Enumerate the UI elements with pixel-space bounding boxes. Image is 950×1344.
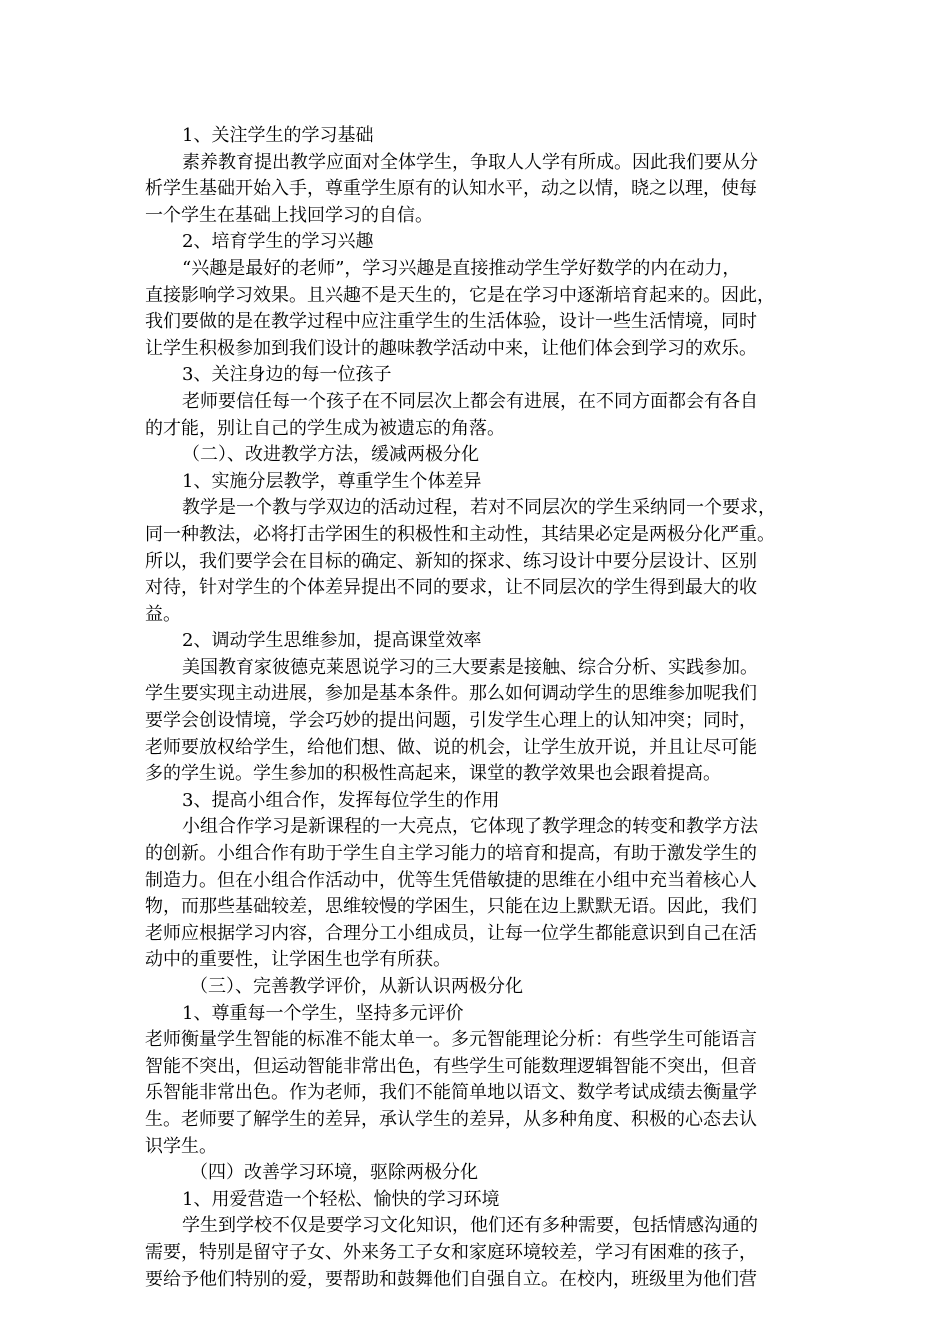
text-line: 小组合作学习是新课程的一大亮点，它体现了教学理念的转变和教学方法 <box>182 816 758 838</box>
text-line: 一个学生在基础上找回学习的自信。 <box>145 204 433 226</box>
text-line: 识学生。 <box>145 1135 217 1157</box>
text-line: 生。老师要了解学生的差异，承认学生的差异，从多种角度、积极的心态去认 <box>145 1108 757 1130</box>
text-line: 直接影响学习效果。且兴趣不是天生的，它是在学习中逐渐培育起来的。因此， <box>145 284 775 306</box>
text-line: 学生到学校不仅是要学习文化知识，他们还有多种需要，包括情感沟通的 <box>182 1215 758 1237</box>
text-line: 同一种教法，必将打击学困生的积极性和主动性，其结果必定是两极分化严重。 <box>145 523 775 545</box>
text-line: 2、调动学生思维参加，提高课堂效率 <box>182 630 482 652</box>
text-line: 老师要放权给学生，给他们想、做、说的机会，让学生放开说，并且让尽可能 <box>145 736 757 758</box>
text-line: 所以，我们要学会在目标的确定、新知的探求、练习设计中要分层设计、区别 <box>145 550 757 572</box>
text-line: 1、实施分层教学，尊重学生个体差异 <box>182 470 482 492</box>
text-line: 老师衡量学生智能的标准不能太单一。多元智能理论分析：有些学生可能语言 <box>145 1029 757 1051</box>
text-line: 智能不突出，但运动智能非常出色，有些学生可能数理逻辑智能不突出，但音 <box>145 1055 757 1077</box>
text-line: 对待，针对学生的个体差异提出不同的要求，让不同层次的学生得到最大的收 <box>145 577 757 599</box>
text-line: 乐智能非常出色。作为老师，我们不能简单地以语文、数学考试成绩去衡量学 <box>145 1082 757 1104</box>
text-line: （四）改善学习环境，驱除两极分化 <box>190 1162 478 1184</box>
text-line: 要给予他们特别的爱，要帮助和鼓舞他们自强自立。在校内，班级里为他们营 <box>145 1268 757 1290</box>
text-line: 3、提高小组合作，发挥每位学生的作用 <box>182 789 500 811</box>
text-line: 3、关注身边的每一位孩子 <box>182 364 392 386</box>
text-line: （三）、完善教学评价，从新认识两极分化 <box>190 976 523 997</box>
text-line: 老师要信任每一个孩子在不同层次上都会有进展，在不同方面都会有各自 <box>182 390 758 412</box>
text-line: 要学会创设情境，学会巧妙的提出问题，引发学生心理上的认知冲突；同时， <box>145 710 757 732</box>
text-line: 的创新。小组合作有助于学生自主学习能力的培育和提高，有助于激发学生的 <box>145 843 757 865</box>
text-line: 1、尊重每一个学生，坚持多元评价 <box>182 1002 464 1024</box>
text-line: 学生要实现主动进展，参加是基本条件。那么如何调动学生的思维参加呢我们 <box>145 683 757 705</box>
text-line: 教学是一个教与学双边的活动过程，若对不同层次的学生采纳同一个要求， <box>182 497 776 519</box>
text-line: 让学生积极参加到我们设计的趣味教学活动中来，让他们体会到学习的欢乐。 <box>145 337 757 359</box>
text-line: 2、培育学生的学习兴趣 <box>182 231 374 253</box>
text-line: 老师应根据学习内容，合理分工小组成员，让每一位学生都能意识到自己在活 <box>145 922 757 944</box>
text-line: 析学生基础开始入手，尊重学生原有的认知水平，动之以情，晓之以理，使每 <box>145 178 757 200</box>
text-line: 需要，特别是留守子女、外来务工子女和家庭环境较差，学习有困难的孩子， <box>145 1241 757 1263</box>
text-line: （二）、改进教学方法，缓减两极分化 <box>182 444 479 466</box>
text-line: 素养教育提出教学应面对全体学生，争取人人学有所成。因此我们要从分 <box>182 151 758 173</box>
text-line: 1、关注学生的学习基础 <box>182 125 374 146</box>
text-line: 我们要做的是在教学过程中应注重学生的生活体验，设计一些生活情境，同时 <box>145 311 757 333</box>
text-line: 1、用爱营造一个轻松、愉快的学习环境 <box>182 1188 500 1210</box>
text-line: 物，而那些基础较差，思维较慢的学困生，只能在边上默默无语。因此，我们 <box>145 896 757 918</box>
text-line: 多的学生说。学生参加的积极性高起来，课堂的教学效果也会跟着提高。 <box>145 763 721 785</box>
document-page <box>145 123 815 1293</box>
text-line: 益。 <box>145 603 181 625</box>
text-line: 制造力。但在小组合作活动中，优等生凭借敏捷的思维在小组中充当着核心人 <box>145 869 757 891</box>
text-line: 的才能，别让自己的学生成为被遗忘的角落。 <box>145 417 505 439</box>
text-line: 美国教育家彼德克莱恩说学习的三大要素是接触、综合分析、实践参加。 <box>182 656 758 678</box>
text-line: “兴趣是最好的老师”，学习兴趣是直接推动学生学好数学的内在动力， <box>182 257 741 279</box>
text-line: 动中的重要性，让学困生也学有所获。 <box>145 949 451 971</box>
